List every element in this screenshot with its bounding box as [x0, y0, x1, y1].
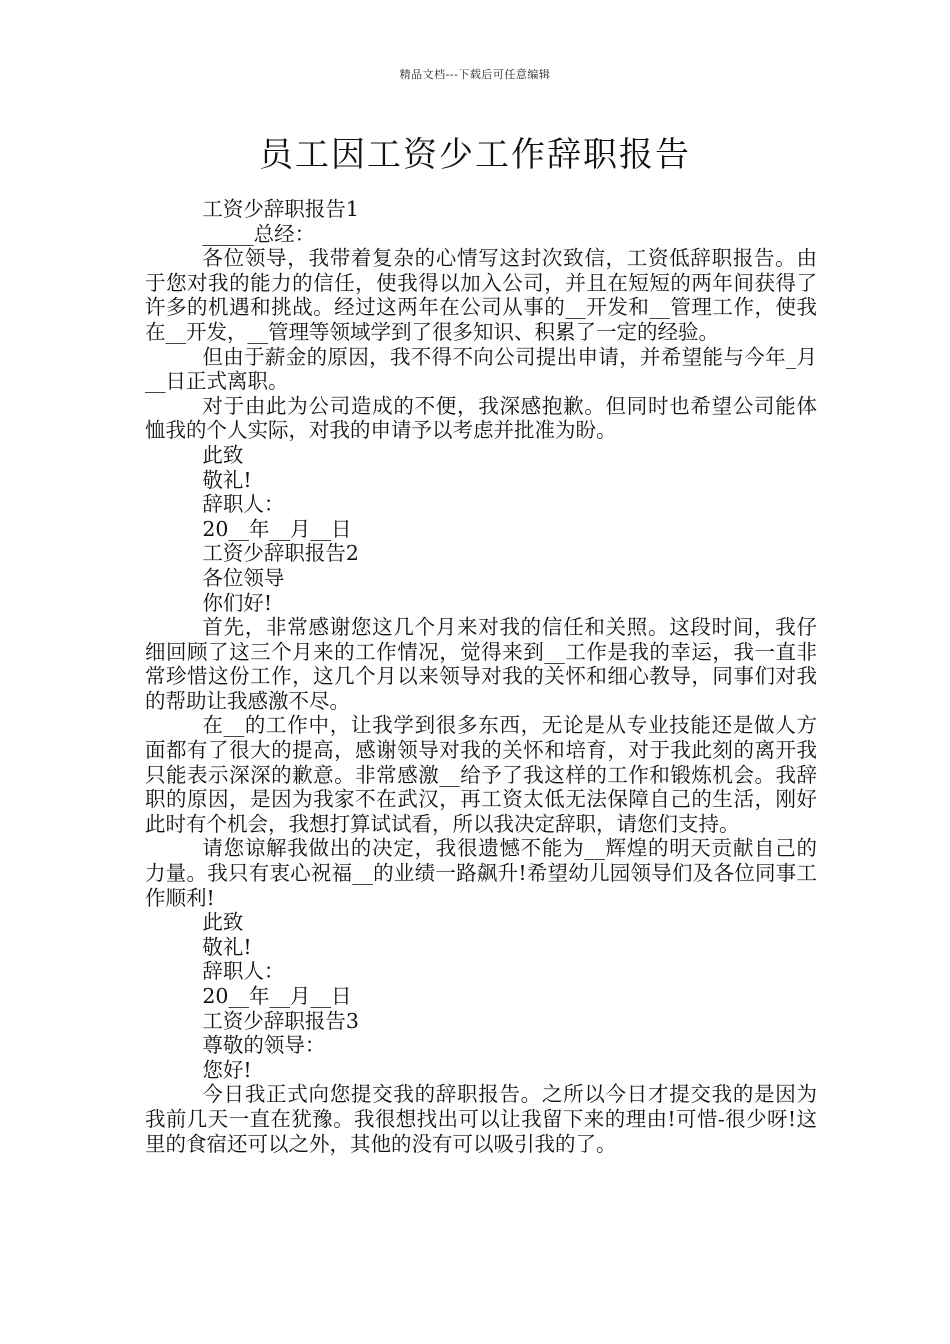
salutation: 各位领导 [202, 565, 285, 590]
paragraph: 请您谅解我做出的决定，我很遗憾不能为__辉煌的明天贡献自己的力量。我只有衷心祝福__的业绩一路飙升!希望幼儿园领导们及各位同事工作顺利! [145, 836, 817, 910]
paragraph: 但由于薪金的原因，我不得不向公司提出申请，并希望能与今年_月__日正式离职。 [145, 344, 817, 394]
document-header-note: 精品文档---下载后可任意编辑 [399, 68, 551, 81]
closing: 敬礼! [202, 934, 252, 959]
paragraph: 首先，非常感谢您这几个月来对我的信任和关照。这段时间，我仔细回顾了这三个月来的工作情况，觉得来到__工作是我的幸运，我一直非常珍惜这份工作，这几个月以来领导对我的关怀和细心教导，同事们对我的帮助让我感激不尽。 [145, 615, 817, 713]
paragraph: 在__的工作中，让我学到很多东西，无论是从专业技能还是做人方面都有了很大的提高，感谢领导对我的关怀和培育，对于我此刻的离开我只能表示深深的歉意。非常感激__给予了我这样的工作和锻炼机会。我辞职的原因，是因为我家不在武汉，再工资太低无法保障自己的生活，刚好此时有个机会，我想打算试试看，所以我决定辞职，请您们支持。 [145, 713, 817, 836]
greeting: 您好! [202, 1057, 252, 1082]
section-heading: 工资少辞职报告2 [202, 541, 359, 566]
paragraph: 今日我正式向您提交我的辞职报告。之所以今日才提交我的是因为我前几天一直在犹豫。我很想找出可以让我留下来的理由!可惜-很少呀!这里的食宿还可以之外，其他的没有可以吸引我的了。 [145, 1082, 817, 1156]
paragraph: 各位领导，我带着复杂的心情写这封次致信，工资低辞职报告。由于您对我的能力的信任，使我得以加入公司，并且在短短的两年间获得了许多的机遇和挑战。经过这两年在公司从事的__开发和__管理工作，使我在__开发，__管理等领域学到了很多知识、积累了一定的经验。 [145, 246, 817, 344]
document-body [145, 197, 817, 1156]
section-heading: 工资少辞职报告3 [202, 1008, 359, 1033]
date-line: 20__年__月__日 [202, 516, 352, 541]
paragraph: 对于由此为公司造成的不便，我深感抱歉。但同时也希望公司能体恤我的个人实际，对我的申请予以考虑并批准为盼。 [145, 393, 817, 443]
document-title: 员工因工资少工作辞职报告 [259, 135, 691, 175]
salutation: 尊敬的领导： [202, 1033, 326, 1058]
closing: 敬礼! [202, 467, 252, 492]
salutation: _____总经： [202, 221, 316, 246]
date-line: 20__年__月__日 [202, 984, 352, 1008]
closing: 此致 [202, 910, 244, 935]
closing: 此致 [202, 442, 244, 467]
signature-label: 辞职人： [202, 959, 285, 984]
greeting: 你们好! [202, 590, 273, 615]
section-heading: 工资少辞职报告1 [202, 197, 359, 221]
signature-label: 辞职人： [202, 492, 285, 517]
